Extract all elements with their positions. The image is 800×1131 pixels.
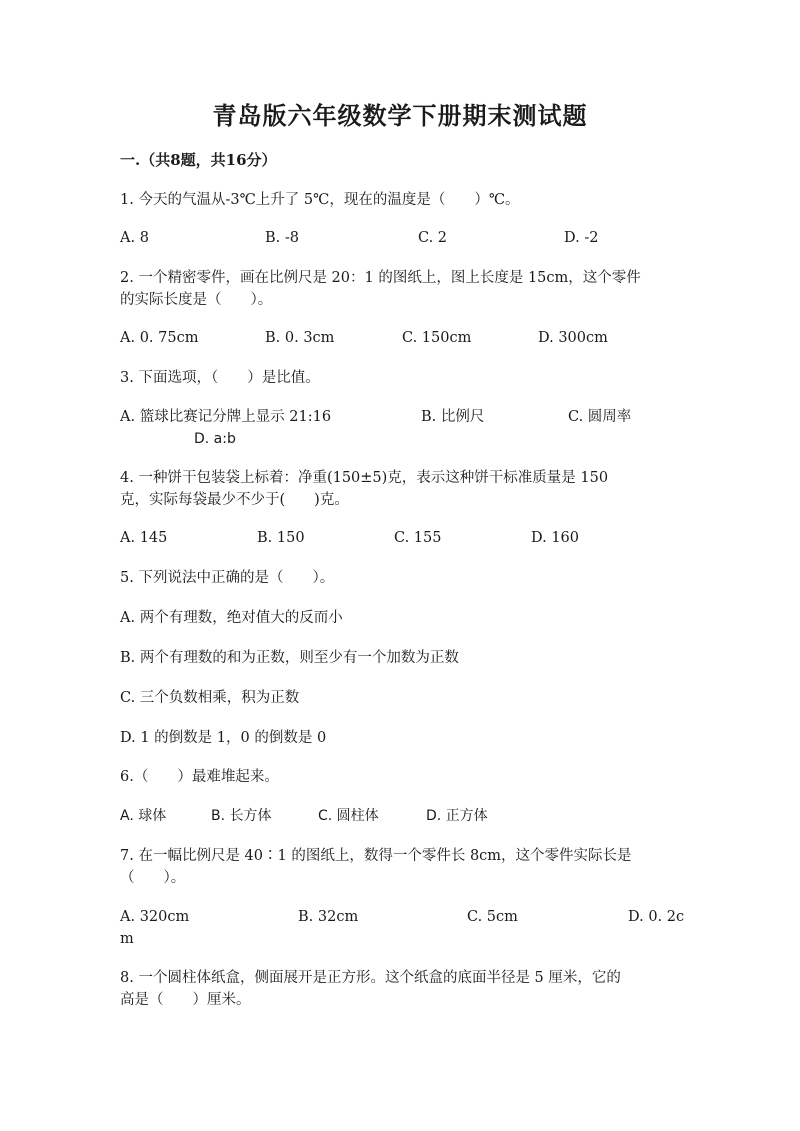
q1-option-c: C. 2 <box>418 230 448 246</box>
question-7-stem-line-1: 7. 在一幅比例尺是 40∶1 的图纸上，数得一个零件长 8cm，这个零件实际长是 <box>120 848 632 864</box>
page-title: 青岛版六年级数学下册期末测试题 <box>212 101 588 130</box>
q4-option-d: D. 160 <box>531 530 580 546</box>
question-6-stem: 6.（ ）最难堆起来。 <box>120 769 279 785</box>
q2-option-b: B. 0. 3cm <box>265 330 335 346</box>
q5-option-c: C. 三个负数相乘，积为正数 <box>120 690 300 706</box>
q5-option-a: A. 两个有理数，绝对值大的反而小 <box>120 610 343 626</box>
q3-option-c: C. 圆周率 <box>568 409 632 425</box>
question-7-stem-line-2: （ ）。 <box>120 870 186 886</box>
question-8-stem-line-1: 8. 一个圆柱体纸盒，侧面展开是正方形。这个纸盒的底面半径是 5 厘米，它的 <box>120 970 621 986</box>
question-2-stem-line-2: 的实际长度是（ ）。 <box>120 292 273 308</box>
q3-option-b: B. 比例尺 <box>421 409 485 425</box>
question-2-stem-line-1: 2. 一个精密零件，画在比例尺是 20：1 的图纸上，图上长度是 15cm，这个零件 <box>120 270 641 286</box>
question-1-stem: 1. 今天的气温从-3℃上升了 5℃，现在的温度是（ ）℃。 <box>120 192 520 208</box>
q2-option-a: A. 0. 75cm <box>120 330 199 346</box>
question-8-stem-line-2: 高是（ ）厘米。 <box>120 992 251 1008</box>
q2-option-d: D. 300cm <box>538 330 608 346</box>
question-4-stem-line-1: 4. 一种饼干包装袋上标着：净重(150±5)克，表示这种饼干标准质量是 150 <box>120 470 609 486</box>
q1-option-a: A. 8 <box>120 230 149 246</box>
q7-option-d: D. 0. 2c <box>628 909 685 925</box>
q6-option-b: B. 长方体 <box>211 808 272 824</box>
question-4-stem-line-2: 克，实际每袋最少不少于( )克。 <box>120 492 349 508</box>
q5-option-d: D. 1 的倒数是 1，0 的倒数是 0 <box>120 730 327 746</box>
q6-option-c: C. 圆柱体 <box>318 808 379 824</box>
q1-option-d: D. -2 <box>564 230 599 246</box>
q4-option-a: A. 145 <box>120 530 168 546</box>
q4-option-b: B. 150 <box>257 530 305 546</box>
q7-option-a: A. 320cm <box>120 909 190 925</box>
q3-option-a: A. 篮球比赛记分牌上显示 21:16 <box>120 409 332 425</box>
section-heading: 一.（共8题，共16分） <box>120 151 277 169</box>
q3-option-d: D. a:b <box>194 431 236 447</box>
q5-option-b: B. 两个有理数的和为正数，则至少有一个加数为正数 <box>120 650 459 666</box>
q4-option-c: C. 155 <box>394 530 442 546</box>
q7-option-b: B. 32cm <box>298 909 359 925</box>
question-3-stem: 3. 下面选项，（ ）是比值。 <box>120 370 320 386</box>
q6-option-a: A. 球体 <box>120 808 167 824</box>
q1-option-b: B. -8 <box>265 230 299 246</box>
question-5-stem: 5. 下列说法中正确的是（ ）。 <box>120 570 335 586</box>
q7-option-c: C. 5cm <box>467 909 518 925</box>
q6-option-d: D. 正方体 <box>426 808 488 824</box>
q7-option-d-wrap: m <box>120 931 134 947</box>
q2-option-c: C. 150cm <box>402 330 472 346</box>
